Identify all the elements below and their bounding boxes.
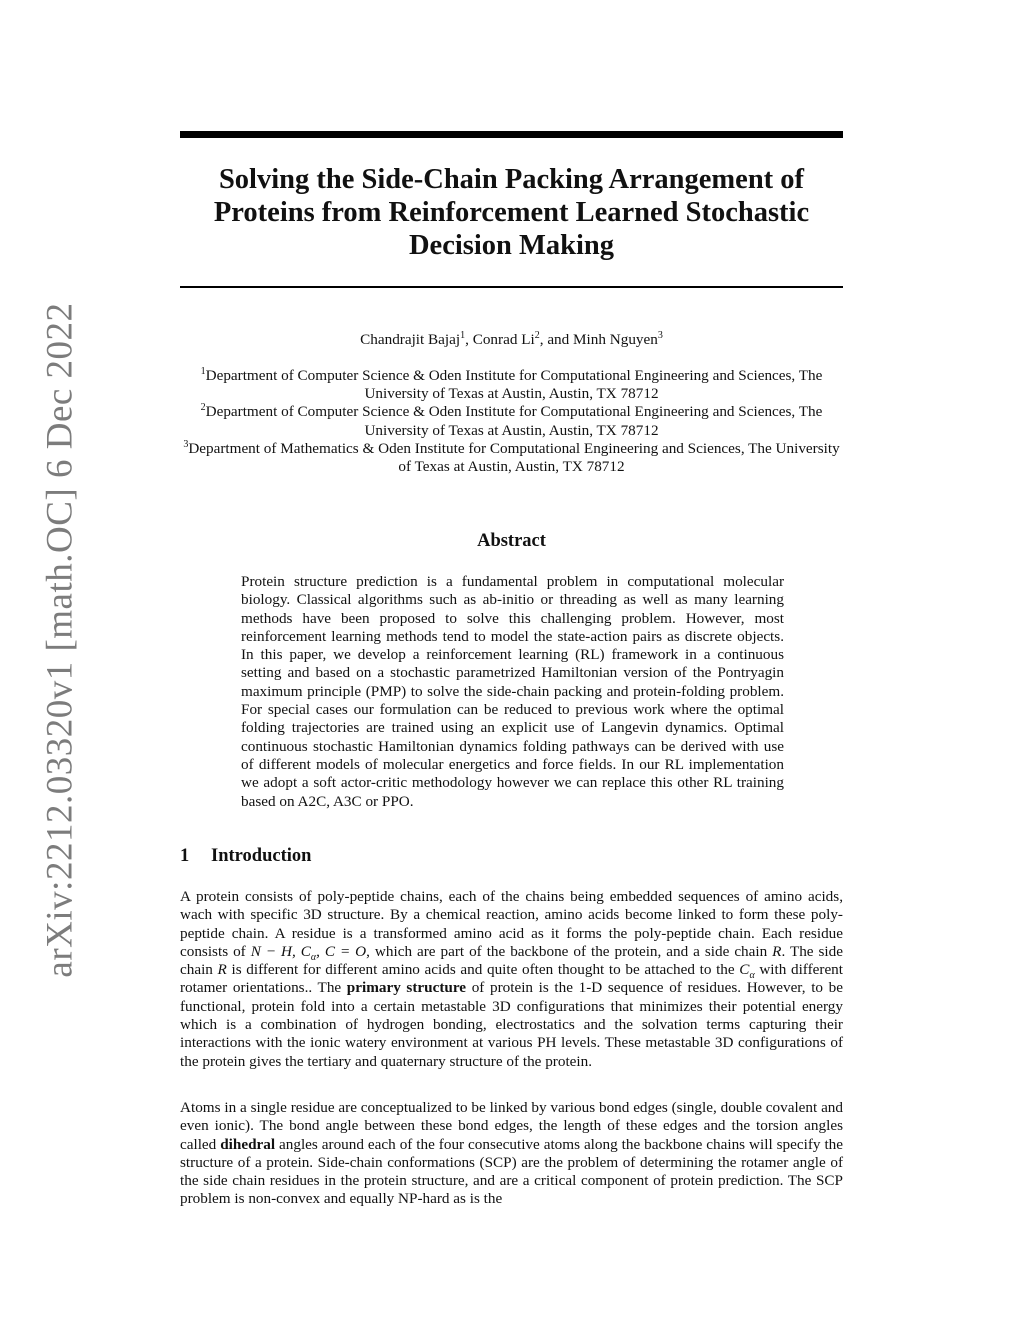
math-text: , C = O (316, 942, 367, 960)
math-text: N − H, C (250, 942, 311, 960)
affiliation (180, 403, 843, 439)
intro-paragraph-1 (180, 888, 843, 1071)
affiliation-list (180, 367, 843, 476)
author-name: Chandrajit Bajaj (360, 331, 461, 348)
text-run: is different for different amino acids and quite often thought to be attached to the (226, 961, 740, 979)
section-title: Introduction (211, 846, 312, 866)
abstract-heading: Abstract (477, 531, 546, 551)
affiliation (180, 367, 843, 403)
affiliation-text: Department of Computer Science & Oden Institute for Computational Engineering and Sciences, The University of Texas at Austin, Austin, TX 78712 (205, 367, 823, 403)
abstract-text: Protein structure prediction is a fundamental problem in computational molecular biology. Classical algorithms such as ab-initio or threading as well as many learning methods have been proposed to solve this challenging problem. However, most reinforcement learning methods tend to model the state-action pairs as discrete objects. In this paper, we develop a reinforcement learning (RL) framework in a continuous setting and based on a stochastic parametrized Hamiltonian version of the Pontryagin maximum principle (PMP) to solve the side-chain packing and protein-folding problem. For special cases our formulation can be reduced to previous work where the optimal folding trajectories are trained using an explicit use of Langevin dynamics. Optimal continuous stochastic Hamiltonian dynamics folding pathways can be derived with use of different models of molecular energetics and force fields. In our RL implementation we adopt a soft actor-critic methodology however we can replace this other RL training based on A2C, A3C or PPO. (241, 573, 784, 810)
author-separator: , (465, 331, 473, 348)
author-name: Conrad Li (472, 331, 535, 348)
math-expression (739, 961, 755, 982)
title-bottom-rule (180, 286, 843, 288)
bold-term: dihedral (220, 1135, 276, 1153)
affiliation (180, 440, 843, 476)
text-run: Atoms in a single residue are conceptualized to be linked by various bond edges (single, double covalent and even ionic). The bond angle between these bond edges, the length of these edges and the torsion angles called (180, 1099, 843, 1153)
math-expression: R (772, 942, 782, 960)
text-run: A protein consists of poly-peptide chains, each of the chains being embedded sequences of amino acids, wach with specific 3D structure. By a chemical reaction, amino acids become linked to form these poly-peptide chain. A residue is a transformed amino acid as it forms the poly-peptide chain. Each residue consists of (180, 888, 843, 960)
author-affiliation-mark: 2 (534, 329, 540, 341)
bold-term: primary structure (346, 979, 467, 997)
author-affiliation-mark: 1 (460, 329, 466, 341)
affiliation-text: Department of Mathematics & Oden Institute for Computational Engineering and Sciences, The University of Texas at Austin, Austin, TX 78712 (188, 439, 840, 476)
text-run: . The side chain (180, 942, 843, 979)
affiliation-mark: 2 (200, 402, 206, 414)
math-expression (250, 942, 367, 963)
affiliation-mark: 3 (183, 438, 189, 450)
author-separator: , and (539, 331, 574, 348)
affiliation-mark: 1 (200, 365, 206, 377)
affiliation-text: Department of Computer Science & Oden Institute for Computational Engineering and Sciences, The University of Texas at Austin, Austin, TX 78712 (205, 403, 823, 439)
paper-title: Solving the Side-Chain Packing Arrangement of Proteins from Reinforcement Learned Stochastic Decision Making (213, 164, 810, 261)
author-affiliation-mark: 3 (657, 329, 663, 341)
author-list (180, 330, 843, 350)
math-expression: R (217, 961, 227, 979)
title-top-rule (180, 131, 843, 138)
text-run: with different rotamer orientations.. The (180, 961, 843, 997)
section-heading-introduction (180, 846, 311, 867)
intro-paragraph-2 (180, 1099, 843, 1209)
text-run: , which are part of the backbone of the protein, and a side chain (366, 942, 773, 960)
math-subscript: α (749, 970, 755, 982)
section-number: 1 (180, 846, 190, 866)
math-subscript: α (310, 951, 317, 963)
arxiv-identifier: arXiv:2212.03320v1 [math.OC] 6 Dec 2022 (39, 302, 81, 978)
author-name: Minh Nguyen (573, 331, 658, 348)
math-text: C (739, 961, 750, 979)
text-run: of protein is the 1-D sequence of residues. However, to be functional, protein fold into a certain metastable 3D configurations that minimizes their potential energy which is a combination of hydrogen bonding, electrostatics and the solvation terms capturing their interactions with the ionic watery environment at various PH levels. These metastable 3D configurations of the protein gives the tertiary and quaternary structure of the protein. (180, 979, 843, 1070)
text-run: angles around each of the four consecutive atoms along the backbone chains will specify the structure of a protein. Side-chain conformations (SCP) are the problem of determining the rotamer angle of the side chain residues in the protein structure, and are a critical component of protein prediction. The SCP problem is non-convex and equally NP-hard as is the (180, 1135, 843, 1208)
